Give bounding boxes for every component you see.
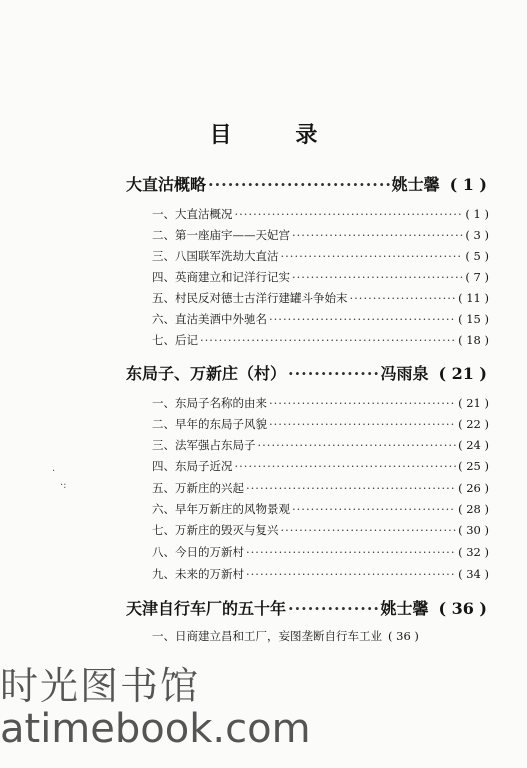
item-page: ( 36 ) [388,629,419,643]
item-title: 二、第一座庙宇——天妃宫 [152,228,290,242]
dot-leader [246,545,456,559]
item-title: 二、早年的东局子风貌 [152,417,267,431]
item-title: 三、八国联军洗劫大直沽 [152,249,279,263]
toc-item[interactable] [152,628,493,644]
item-page: ( 32 ) [458,545,489,559]
item-title: 九、未来的万新村 [152,567,244,581]
dot-leader [292,228,463,242]
dot-leader [269,396,456,410]
section-title: 大直沽概略 [126,175,207,194]
dot-leader [208,175,390,194]
dot-leader [350,291,457,305]
dot-leader [246,481,456,495]
item-page: ( 24 ) [458,438,489,452]
scan-speck: ·: [60,480,67,491]
item-page: ( 5 ) [465,249,489,263]
dot-leader [200,333,456,347]
toc-item[interactable] [152,416,489,432]
dot-leader [281,249,464,263]
toc-item[interactable] [152,395,489,411]
toc-item[interactable] [152,480,489,496]
item-title: 五、村民反对德士古洋行建罐斗争始末 [152,291,348,305]
dot-leader [281,523,457,537]
toc-item[interactable] [152,269,489,285]
item-page: ( 22 ) [458,417,489,431]
item-title: 一、东局子名称的由来 [152,396,267,410]
item-title: 六、直沽美酒中外驰名 [152,312,267,326]
dot-leader [292,502,456,516]
dot-leader [288,599,378,618]
section-title: 天津自行车厂的五十年 [126,599,287,618]
dot-leader [288,364,378,383]
item-title: 四、英商建立和记洋行记实 [152,270,290,284]
section-author: 姚士馨 [380,599,429,618]
dot-leader [258,438,457,452]
item-title: 八、今日的万新村 [152,545,244,559]
dot-leader [269,417,456,431]
toc-item[interactable] [152,522,489,538]
item-page: ( 25 ) [458,459,489,473]
section-title: 东局子、万新庄（村） [126,364,287,383]
item-page: ( 26 ) [458,481,489,495]
section-author: 姚士馨 [391,175,440,194]
dot-leader [292,270,463,284]
item-title: 四、东局子近况 [152,459,233,473]
item-page: ( 18 ) [458,333,489,347]
item-page: ( 30 ) [458,523,489,537]
item-page: ( 15 ) [458,312,489,326]
item-page: ( 34 ) [458,567,489,581]
toc-item[interactable] [152,248,489,264]
dot-leader [269,312,456,326]
toc-item[interactable] [152,501,489,517]
toc-section[interactable] [126,361,487,384]
item-title: 七、后记 [152,333,198,347]
toc-item[interactable] [152,311,489,327]
item-page: ( 11 ) [458,291,489,305]
dot-leader [235,207,464,221]
toc-section[interactable] [126,172,487,195]
toc-item[interactable] [152,437,489,453]
toc-item[interactable] [152,458,489,474]
section-page: ( 21 ) [438,364,487,383]
toc-item[interactable] [152,332,489,348]
item-page: ( 3 ) [465,228,489,242]
page-title: 目 录 [209,122,346,148]
toc-item[interactable] [152,227,489,243]
item-title: 一、大直沽概况 [152,207,233,221]
item-page: ( 1 ) [465,207,489,221]
dot-leader [235,459,457,473]
toc-item[interactable] [152,566,489,582]
toc-item[interactable] [152,544,489,560]
item-page: ( 7 ) [465,270,489,284]
dot-leader [246,567,456,581]
item-title: 七、万新庄的毁灭与复兴 [152,523,279,537]
toc-item[interactable] [152,290,489,306]
item-page: ( 28 ) [458,502,489,516]
section-page: ( 1 ) [449,175,487,194]
item-title: 五、万新庄的兴起 [152,481,244,495]
item-page: ( 21 ) [458,396,489,410]
item-title: 六、早年万新庄的风物景观 [152,502,290,516]
section-page: ( 36 ) [438,599,487,618]
item-title: 一、日商建立昌和工厂，妄图垄断自行车工业 [152,629,382,643]
watermark-text: 时光图书馆 [0,664,201,708]
toc-item[interactable] [152,206,489,222]
section-author: 冯雨泉 [380,364,429,383]
watermark-url: atimebook.com [0,706,311,752]
toc-section[interactable] [126,596,487,619]
item-title: 三、法军强占东局子 [152,438,256,452]
scan-speck: · [52,466,56,477]
